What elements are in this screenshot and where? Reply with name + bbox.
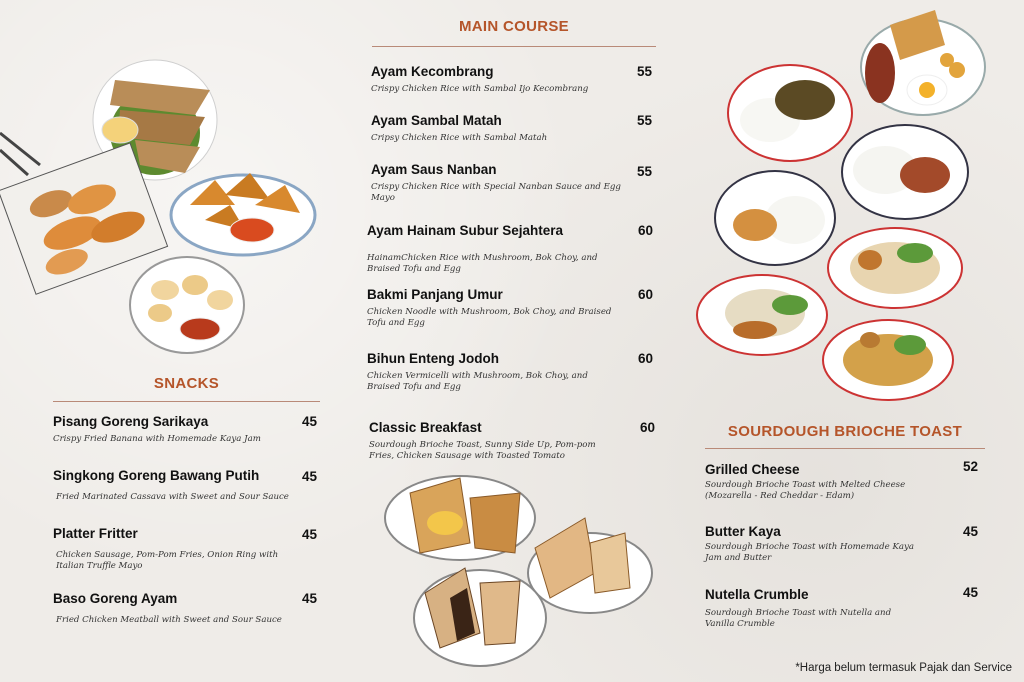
item-name: Butter Kaya	[705, 524, 781, 539]
main-course-food-photo	[695, 5, 995, 400]
item-price: 55	[637, 64, 653, 79]
item-price: 60	[638, 287, 654, 302]
item-name: Ayam Kecombrang	[371, 64, 494, 79]
item-name: Ayam Sambal Matah	[371, 113, 502, 128]
item-description: Sourdough Brioche Toast with Melted Cheese (Mozarella - Red Cheddar - Edam)	[705, 480, 906, 501]
menu-item-nutella-crumble	[705, 587, 920, 630]
item-price: 60	[638, 223, 654, 238]
item-description: Sourdough Brioche Toast with Homemade Kaya Jam and Butter	[705, 542, 914, 563]
snacks-title: SNACKS	[153, 375, 220, 392]
item-price: 52	[963, 459, 979, 474]
item-price: 45	[963, 585, 979, 600]
item-description: Fried Chicken Meatball with Sweet and Sour Sauce	[56, 615, 282, 625]
tax-footnote: *Harga belum termasuk Pajak dan Service	[795, 662, 1012, 674]
item-price: 60	[640, 420, 656, 435]
snacks-food-photo	[0, 55, 330, 355]
menu-item-platter-fritter	[53, 526, 283, 572]
menu-item-singkong-goreng	[53, 468, 293, 503]
main-course-title: MAIN COURSE	[459, 18, 569, 35]
item-name: Ayam Saus Nanban	[371, 162, 497, 177]
item-name: Bihun Enteng Jodoh	[367, 351, 499, 366]
item-price: 45	[963, 524, 979, 539]
item-description: Fried Marinated Cassava with Sweet and Sour Sauce	[56, 492, 289, 502]
toast-title: SOURDOUGH BRIOCHE TOAST	[727, 423, 963, 440]
item-description: Crispy Fried Banana with Homemade Kaya Jam	[53, 434, 261, 444]
item-description: Crispy Chicken Rice with Special Nanban Sauce and Egg Mayo	[371, 182, 621, 203]
menu-item-ayam-saus-nanban	[371, 162, 621, 204]
item-price: 45	[302, 414, 318, 429]
item-price: 45	[302, 591, 318, 606]
item-description: Chicken Vermicelli with Mushroom, Bok Choy, and Braised Tofu and Egg	[367, 371, 588, 392]
item-name: Nutella Crumble	[705, 587, 809, 602]
snacks-rule	[53, 401, 320, 402]
menu-item-butter-kaya	[705, 524, 920, 564]
menu-item-bihun-enteng-jodoh	[367, 351, 621, 393]
toast-food-photo	[385, 473, 655, 673]
item-price: 55	[637, 164, 653, 179]
menu-item-bakmi-panjang-umur	[367, 287, 621, 329]
item-description: Chicken Sausage, Pom-Pom Fries, Onion Ring with Italian Truffle Mayo	[56, 550, 279, 571]
item-name: Ayam Hainam Subur Sejahtera	[367, 223, 564, 238]
menu-item-ayam-kecombrang	[371, 64, 621, 95]
item-price: 55	[637, 113, 653, 128]
menu-item-ayam-sambal-matah	[371, 113, 621, 144]
item-description: Sourdough Brioche Toast with Nutella and Vanilla Crumble	[705, 608, 892, 629]
main-course-rule	[372, 46, 656, 47]
toast-rule	[705, 448, 985, 449]
menu-item-pisang-goreng	[53, 414, 293, 445]
item-price: 60	[638, 351, 654, 366]
menu-item-grilled-cheese	[705, 462, 925, 502]
item-name: Classic Breakfast	[369, 420, 482, 435]
item-name: Bakmi Panjang Umur	[367, 287, 503, 302]
item-name: Grilled Cheese	[705, 462, 800, 477]
item-description: HainamChicken Rice with Mushroom, Bok Choy, and Braised Tofu and Egg	[367, 253, 598, 274]
item-description: Cripsy Chicken Rice with Sambal Matah	[371, 133, 548, 143]
item-price: 45	[302, 527, 318, 542]
menu-item-baso-goreng	[53, 591, 293, 626]
item-price: 45	[302, 469, 318, 484]
item-name: Pisang Goreng Sarikaya	[53, 414, 209, 429]
item-name: Baso Goreng Ayam	[53, 591, 178, 606]
item-name: Singkong Goreng Bawang Putih	[53, 468, 260, 483]
item-description: Sourdough Brioche Toast, Sunny Side Up, Pom-pom Fries, Chicken Sausage with Toasted Tomato	[369, 440, 596, 461]
item-description: Chicken Noodle with Mushroom, Bok Choy, and Braised Tofu and Egg	[367, 307, 612, 328]
menu-item-classic-breakfast	[369, 420, 623, 462]
item-description: Crispy Chicken Rice with Sambal Ijo Kecombrang	[371, 84, 589, 94]
menu-item-ayam-hainam	[367, 223, 621, 275]
item-name: Platter Fritter	[53, 526, 138, 541]
